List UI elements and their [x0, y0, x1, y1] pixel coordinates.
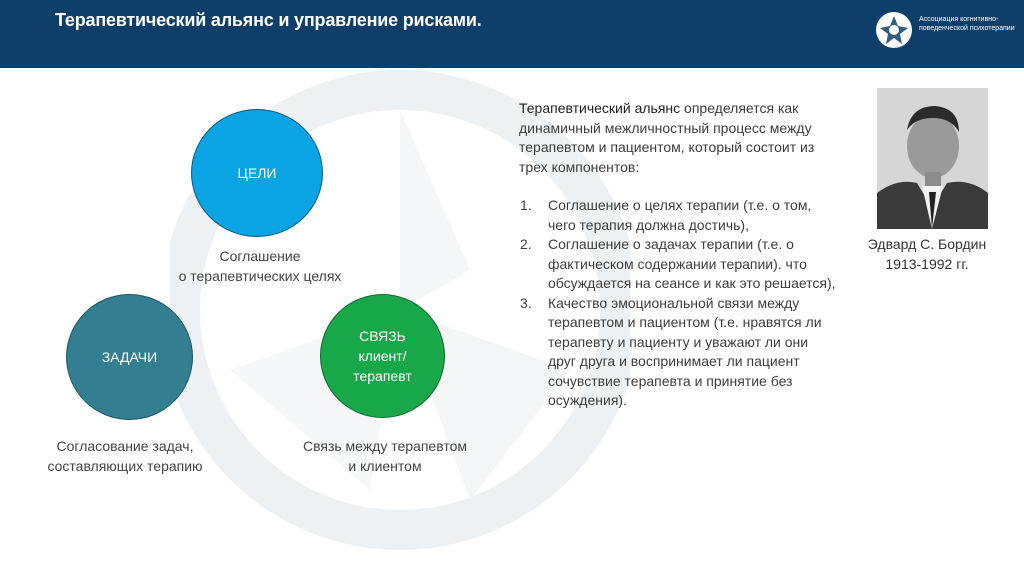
list-number: 1.	[520, 197, 532, 213]
portrait-photo	[877, 88, 988, 229]
tasks-caption: Согласование задач, составляющих терапию	[47, 438, 203, 474]
intro-paragraph	[519, 99, 839, 177]
bond-circle: СВЯЗЬ клиент/ терапевт	[320, 294, 445, 418]
intro-rest: определяется как динамичный межличностный процесс между терапевтом и пациентом, который состоит из трех компонентов:	[519, 100, 815, 175]
list-item	[519, 196, 839, 235]
bond-caption: Связь между терапевтом и клиентом	[302, 438, 468, 474]
page-title: Терапевтический альянс и управление рисками.	[55, 10, 482, 30]
portrait-caption: Эдвард С. Бордин 1913-1992 гг.	[867, 236, 987, 272]
list-item	[519, 294, 839, 411]
list-item	[519, 235, 839, 294]
logo-text: Ассоциация когнитивно-поведенческой психотерапии	[919, 16, 1015, 32]
header-bar	[0, 0, 1024, 68]
list-number: 3.	[520, 294, 532, 311]
components-list	[519, 196, 839, 411]
list-text: Соглашение о целях терапии (т.е. о том, чего терапия должна достичь),	[548, 197, 812, 233]
globe-icon	[876, 12, 912, 48]
list-text: Соглашение о задачах терапии (т.е. о фактическом содержании терапии). что обсуждается на сеансе и как это решается),	[548, 236, 836, 291]
association-logo[interactable]	[876, 12, 1015, 52]
list-number: 2.	[520, 236, 532, 252]
goals-circle: ЦЕЛИ	[191, 109, 323, 237]
list-text: Качество эмоциональной связи между терапевтом и пациентом (т.е. нравятся ли терапевту и пациенту и уважают ли они друг друга и воспринимает ли пациент сочувствие терапевта и принятие без осуждения).	[548, 294, 822, 408]
lead-term: Терапевтический альянс	[519, 100, 681, 116]
definition-text	[519, 99, 839, 411]
tasks-circle: ЗАДАЧИ	[66, 294, 193, 420]
goals-caption: Соглашение о терапевтических целях	[178, 248, 342, 284]
